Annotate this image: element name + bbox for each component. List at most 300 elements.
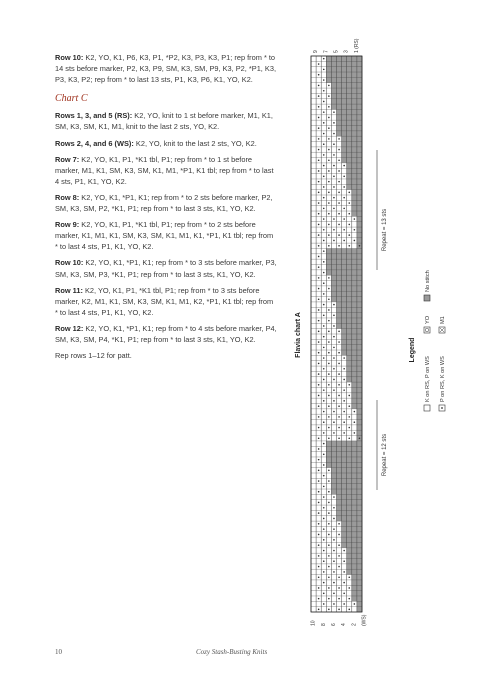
purl-mark (441, 407, 443, 409)
purl-dot-mark (348, 405, 350, 407)
purl-dot-mark (338, 363, 340, 365)
row-text: K2, YO, knit to 1 st before marker, M1, K1, SM, K3, SM, K1, M1, knit to the last 2 sts, YO, K2. (55, 111, 273, 132)
purl-dot-mark (343, 603, 345, 605)
purl-dot-mark (318, 470, 320, 472)
purl-dot-mark (348, 576, 350, 578)
purl-dot-mark (348, 192, 350, 194)
purl-dot-mark (343, 357, 345, 359)
purl-dot-mark (318, 202, 320, 204)
purl-dot-mark (328, 245, 330, 247)
column-number-label: 5 (333, 50, 340, 53)
purl-dot-mark (354, 218, 356, 220)
purl-dot-mark (318, 576, 320, 578)
purl-dot-mark (318, 63, 320, 65)
purl-dot-mark (318, 609, 320, 611)
column-number-label: 7 (323, 50, 330, 53)
purl-dot-mark (348, 224, 350, 226)
purl-dot-mark (333, 400, 335, 402)
column-number-label: 9 (313, 50, 320, 53)
purl-dot-mark (338, 576, 340, 578)
purl-dot-mark (323, 432, 325, 434)
purl-dot-mark (338, 416, 340, 418)
instruction-paragraph (55, 52, 277, 85)
purl-dot-mark (333, 175, 335, 177)
purl-dot-mark (348, 395, 350, 397)
purl-dot-mark (328, 181, 330, 183)
purl-dot-mark (318, 416, 320, 418)
purl-dot-mark (323, 528, 325, 530)
purl-dot-mark (323, 560, 325, 562)
purl-dot-mark (338, 149, 340, 151)
column-number-label: 8 (320, 623, 327, 626)
purl-dot-mark (323, 486, 325, 488)
purl-dot-mark (318, 309, 320, 311)
purl-dot-mark (333, 582, 335, 584)
column-number-label: 6 (330, 623, 337, 626)
purl-dot-mark (354, 229, 356, 231)
purl-dot-mark (318, 395, 320, 397)
purl-dot-mark (338, 331, 340, 333)
purl-dot-mark (323, 133, 325, 135)
no-stitch-gray-icon (424, 295, 430, 301)
legend-title: Legend (409, 337, 416, 363)
purl-dot-mark (323, 240, 325, 242)
purl-dot-mark (318, 170, 320, 172)
purl-dot-icon (439, 405, 445, 411)
purl-dot-mark (343, 218, 345, 220)
purl-dot-mark (318, 213, 320, 215)
purl-dot-mark (328, 170, 330, 172)
purl-dot-mark (318, 384, 320, 386)
purl-dot-mark (323, 400, 325, 402)
purl-dot-mark (354, 421, 356, 423)
purl-dot-mark (333, 218, 335, 220)
purl-dot-mark (318, 85, 320, 87)
row-text: K2, YO, K1, *P1, K1; rep from * to 2 sts before marker, P2, SM, K3, SM, P2, *K1, P1; rep from * to last 3 sts, K1, YO, K2. (55, 192, 273, 214)
m1-icon (439, 327, 445, 333)
purl-dot-mark (338, 405, 340, 407)
purl-dot-mark (328, 127, 330, 129)
purl-dot-mark (343, 571, 345, 573)
purl-dot-mark (318, 480, 320, 482)
instruction-paragraph (55, 350, 277, 361)
purl-dot-mark (323, 411, 325, 413)
purl-dot-mark (318, 106, 320, 108)
purl-dot-mark (318, 437, 320, 439)
purl-dot-mark (318, 405, 320, 407)
purl-dot-mark (343, 411, 345, 413)
running-footer-title: Cozy Stash-Busting Knits (196, 648, 268, 656)
purl-dot-mark (354, 432, 356, 434)
purl-dot-mark (318, 159, 320, 161)
purl-dot-mark (323, 101, 325, 103)
purl-dot-mark (343, 197, 345, 199)
row-label: Row 10: (55, 53, 86, 62)
purl-dot-mark (328, 234, 330, 236)
purl-dot-mark (343, 400, 345, 402)
purl-dot-mark (328, 192, 330, 194)
purl-dot-mark (333, 368, 335, 370)
purl-dot-mark (333, 186, 335, 188)
purl-dot-mark (328, 106, 330, 108)
blank-square-icon (424, 405, 430, 411)
purl-dot-mark (328, 149, 330, 151)
purl-dot-mark (328, 598, 330, 600)
purl-dot-mark (323, 314, 325, 316)
legend-label: YO (425, 315, 431, 324)
purl-dot-mark (323, 175, 325, 177)
purl-dot-mark (338, 555, 340, 557)
purl-dot-mark (333, 133, 335, 135)
purl-dot-mark (333, 389, 335, 391)
purl-dot-mark (328, 534, 330, 536)
purl-dot-mark (328, 437, 330, 439)
purl-dot-mark (323, 496, 325, 498)
purl-dot-mark (343, 368, 345, 370)
purl-dot-mark (333, 154, 335, 156)
purl-dot-mark (323, 165, 325, 167)
purl-dot-mark (328, 544, 330, 546)
row-text: K2, YO, K1, P1, *K1 tbl, P1; rep from * to 1 st before marker, M1, K1, SM, K3, SM, K1, M1, *P1, K1 tbl; rep from * to last 4 sts, P1, K1, YO, K2. (55, 154, 274, 186)
purl-dot-mark (333, 421, 335, 423)
purl-dot-mark (323, 186, 325, 188)
purl-dot-mark (323, 336, 325, 338)
purl-dot-mark (338, 534, 340, 536)
purl-dot-mark (338, 245, 340, 247)
purl-dot-mark (348, 598, 350, 600)
column-number-label: 1 (RS) (353, 38, 360, 53)
purl-dot-mark (328, 213, 330, 215)
purl-dot-mark (343, 582, 345, 584)
purl-dot-mark (338, 544, 340, 546)
purl-dot-mark (323, 79, 325, 81)
purl-dot-mark (338, 373, 340, 375)
purl-dot-mark (323, 293, 325, 295)
purl-dot-mark (343, 379, 345, 381)
purl-dot-mark (333, 304, 335, 306)
column-number-label: 4 (341, 623, 348, 626)
purl-dot-mark (343, 560, 345, 562)
purl-dot-mark (328, 309, 330, 311)
purl-dot-mark (323, 282, 325, 284)
purl-dot-mark (323, 122, 325, 124)
purl-dot-mark (333, 143, 335, 145)
purl-dot-mark (318, 587, 320, 589)
purl-dot-mark (318, 598, 320, 600)
purl-dot-mark (333, 336, 335, 338)
purl-dot-mark (323, 143, 325, 145)
purl-dot-mark (323, 208, 325, 210)
purl-dot-mark (343, 240, 345, 242)
purl-dot-mark (323, 421, 325, 423)
column-number-label: 10 (310, 620, 317, 626)
purl-dot-mark (323, 443, 325, 445)
purl-dot-mark (348, 213, 350, 215)
purl-dot-mark (333, 592, 335, 594)
purl-dot-mark (348, 234, 350, 236)
purl-dot-mark (318, 320, 320, 322)
legend-label: K on RS, P on WS (425, 356, 431, 402)
purl-dot-mark (328, 480, 330, 482)
purl-dot-mark (323, 197, 325, 199)
purl-dot-mark (333, 432, 335, 434)
purl-dot-mark (328, 202, 330, 204)
purl-dot-mark (328, 395, 330, 397)
row-label: Row 12: (55, 323, 86, 333)
purl-dot-mark (318, 277, 320, 279)
purl-dot-mark (318, 352, 320, 354)
purl-dot-mark (343, 186, 345, 188)
purl-dot-mark (318, 95, 320, 97)
purl-dot-mark (318, 331, 320, 333)
purl-dot-mark (318, 341, 320, 343)
purl-dot-mark (318, 117, 320, 119)
purl-dot-mark (323, 229, 325, 231)
purl-dot-mark (333, 347, 335, 349)
purl-dot-mark (328, 277, 330, 279)
purl-dot-mark (328, 117, 330, 119)
legend-label: M1 (440, 316, 446, 324)
purl-dot-mark (343, 165, 345, 167)
purl-dot-mark (333, 122, 335, 124)
purl-dot-mark (343, 389, 345, 391)
row-label: Rows 2, 4, and 6 (WS): (55, 138, 136, 148)
purl-dot-mark (323, 518, 325, 520)
repeat-label-lower: Repeat = 12 sts (382, 433, 388, 477)
purl-dot-mark (323, 261, 325, 263)
purl-dot-mark (338, 213, 340, 215)
instructions-column (55, 52, 277, 366)
purl-dot-mark (333, 571, 335, 573)
instruction-paragraph (55, 110, 277, 132)
purl-dot-mark (333, 111, 335, 113)
purl-dot-mark (328, 470, 330, 472)
purl-dot-mark (328, 566, 330, 568)
purl-dot-mark (328, 491, 330, 493)
purl-dot-mark (318, 149, 320, 151)
purl-dot-mark (354, 240, 356, 242)
row-label: Rows 1, 3, and 5 (RS): (55, 111, 135, 121)
purl-dot-mark (318, 288, 320, 290)
purl-dot-mark (333, 314, 335, 316)
purl-dot-mark (328, 224, 330, 226)
instruction-paragraph (55, 192, 277, 214)
purl-dot-mark (318, 566, 320, 568)
purl-dot-mark (359, 437, 361, 439)
purl-dot-mark (338, 609, 340, 611)
purl-dot-mark (318, 448, 320, 450)
column-number-label: 2 (351, 623, 358, 626)
legend-label: P on RS, K on WS (440, 356, 446, 402)
purl-dot-mark (338, 138, 340, 140)
purl-dot-mark (323, 69, 325, 71)
purl-dot-mark (318, 523, 320, 525)
section-heading: Chart C (55, 93, 88, 105)
purl-dot-mark (333, 560, 335, 562)
m1-mark (440, 328, 444, 332)
purl-dot-mark (333, 411, 335, 413)
purl-dot-mark (323, 272, 325, 274)
purl-dot-mark (333, 539, 335, 541)
purl-dot-mark (338, 192, 340, 194)
purl-dot-mark (338, 523, 340, 525)
purl-dot-mark (343, 550, 345, 552)
purl-dot-mark (323, 603, 325, 605)
purl-dot-mark (318, 138, 320, 140)
purl-dot-mark (348, 609, 350, 611)
purl-dot-mark (328, 609, 330, 611)
purl-dot-mark (328, 288, 330, 290)
purl-dot-mark (323, 539, 325, 541)
purl-dot-mark (343, 421, 345, 423)
instruction-paragraph (55, 285, 277, 318)
purl-dot-mark (323, 90, 325, 92)
instruction-paragraph (55, 219, 277, 252)
chart-border (311, 56, 362, 612)
purl-dot-mark (328, 373, 330, 375)
purl-dot-mark (333, 496, 335, 498)
purl-dot-mark (328, 384, 330, 386)
chart-title: Flavia chart A (295, 312, 302, 358)
purl-dot-mark (323, 475, 325, 477)
purl-dot-mark (328, 341, 330, 343)
instruction-paragraph (55, 138, 277, 149)
row-text: Rep rows 1–12 for patt. (55, 351, 132, 361)
purl-dot-mark (333, 603, 335, 605)
purl-dot-mark (323, 250, 325, 252)
purl-dot-mark (338, 598, 340, 600)
purl-dot-mark (348, 202, 350, 204)
purl-dot-mark (328, 523, 330, 525)
purl-dot-mark (318, 224, 320, 226)
purl-dot-mark (328, 512, 330, 514)
purl-dot-mark (323, 304, 325, 306)
purl-dot-mark (328, 298, 330, 300)
purl-dot-mark (343, 432, 345, 434)
purl-dot-mark (323, 347, 325, 349)
row-text: K2, YO, K1, *P1, K1; rep from * to 3 sts before marker, P3, SM, K3, SM, P3, *K1, P1; rep from * to last 3 sts, K1, YO, K2. (55, 258, 277, 279)
purl-dot-mark (338, 352, 340, 354)
m1-mark (440, 328, 444, 332)
purl-dot-mark (323, 368, 325, 370)
purl-dot-mark (318, 502, 320, 504)
purl-dot-mark (348, 437, 350, 439)
purl-dot-mark (318, 266, 320, 268)
purl-dot-mark (323, 582, 325, 584)
purl-dot-mark (323, 154, 325, 156)
column-number-label: 3 (343, 50, 350, 53)
row-label: Row 10: (55, 258, 86, 268)
purl-dot-mark (318, 181, 320, 183)
purl-dot-mark (338, 427, 340, 429)
purl-dot-mark (328, 502, 330, 504)
purl-dot-mark (338, 341, 340, 343)
purl-dot-mark (338, 566, 340, 568)
row-text: K2, YO, K1, P1, *K1 tbl, P1; rep from * to 3 sts before marker, K2, M1, K1, SM, K3, SM, K1, M1, K2, *P1, K1 tbl; rep from * to last 4 sts, P1, K1, YO, K2. (55, 285, 274, 317)
purl-dot-mark (328, 576, 330, 578)
purl-dot-mark (348, 587, 350, 589)
purl-dot-mark (323, 464, 325, 466)
purl-dot-mark (323, 389, 325, 391)
page-number: 10 (55, 648, 62, 656)
purl-dot-mark (338, 159, 340, 161)
purl-dot-mark (333, 528, 335, 530)
purl-dot-mark (333, 379, 335, 381)
purl-dot-mark (328, 555, 330, 557)
purl-dot-mark (333, 550, 335, 552)
purl-dot-mark (323, 325, 325, 327)
purl-dot-mark (328, 587, 330, 589)
purl-dot-mark (318, 298, 320, 300)
purl-dot-mark (338, 384, 340, 386)
purl-dot-mark (318, 74, 320, 76)
purl-dot-mark (318, 234, 320, 236)
instruction-paragraph (55, 154, 277, 187)
row-text: K2, YO, K1, P6, K3, P1, *P2, K3, P3, K3, P1; rep from * to 14 sts before marker, P2, K3, P9, SM, K3, SM, P9, K3, P2, *P1, K3, P3, K3, P2; rep from * to last 13 sts, P1, K3, P6, K1, YO, K2. (55, 53, 277, 85)
purl-dot-mark (333, 325, 335, 327)
purl-dot-mark (318, 459, 320, 461)
purl-dot-mark (318, 512, 320, 514)
purl-dot-mark (328, 320, 330, 322)
instruction-paragraph (55, 323, 277, 345)
purl-dot-mark (328, 405, 330, 407)
purl-dot-mark (318, 491, 320, 493)
purl-dot-mark (323, 58, 325, 60)
purl-dot-mark (323, 111, 325, 113)
purl-dot-mark (333, 507, 335, 509)
purl-dot-mark (338, 224, 340, 226)
purl-dot-mark (338, 395, 340, 397)
purl-dot-mark (348, 427, 350, 429)
purl-dot-mark (323, 453, 325, 455)
purl-dot-mark (328, 138, 330, 140)
row-text: K2, YO, knit to the last 2 sts, YO, K2. (135, 138, 257, 148)
purl-dot-mark (323, 571, 325, 573)
legend-label: No stitch (425, 270, 431, 292)
purl-dot-mark (318, 256, 320, 258)
purl-dot-mark (323, 379, 325, 381)
purl-dot-mark (333, 197, 335, 199)
purl-dot-mark (328, 95, 330, 97)
instruction-paragraph (55, 257, 277, 279)
purl-dot-mark (328, 416, 330, 418)
purl-dot-mark (338, 234, 340, 236)
purl-dot-mark (318, 555, 320, 557)
purl-dot-mark (338, 170, 340, 172)
purl-dot-mark (338, 587, 340, 589)
purl-dot-mark (338, 181, 340, 183)
row-text: K2, YO, K1, P1, *K1 tbl, P1; rep from * to 2 sts before marker, K1, M1, K1, SM, K3, SM, K1, M1, K1, *P1, K1 tbl; rep from * to last 4 sts, P1, K1, YO, K2. (55, 220, 274, 252)
purl-dot-mark (323, 592, 325, 594)
purl-dot-mark (333, 229, 335, 231)
row-label: Row 9: (55, 220, 82, 230)
purl-dot-mark (323, 218, 325, 220)
purl-dot-mark (318, 373, 320, 375)
purl-dot-mark (318, 192, 320, 194)
purl-dot-mark (318, 127, 320, 129)
row-label: Row 11: (55, 285, 85, 295)
purl-dot-mark (338, 202, 340, 204)
purl-dot-mark (318, 534, 320, 536)
purl-dot-mark (323, 357, 325, 359)
purl-dot-mark (318, 427, 320, 429)
row-label: Row 7: (55, 154, 82, 164)
no-stitch-region (326, 56, 362, 612)
purl-dot-mark (359, 245, 361, 247)
purl-dot-mark (333, 208, 335, 210)
purl-dot-mark (343, 175, 345, 177)
purl-dot-mark (318, 544, 320, 546)
